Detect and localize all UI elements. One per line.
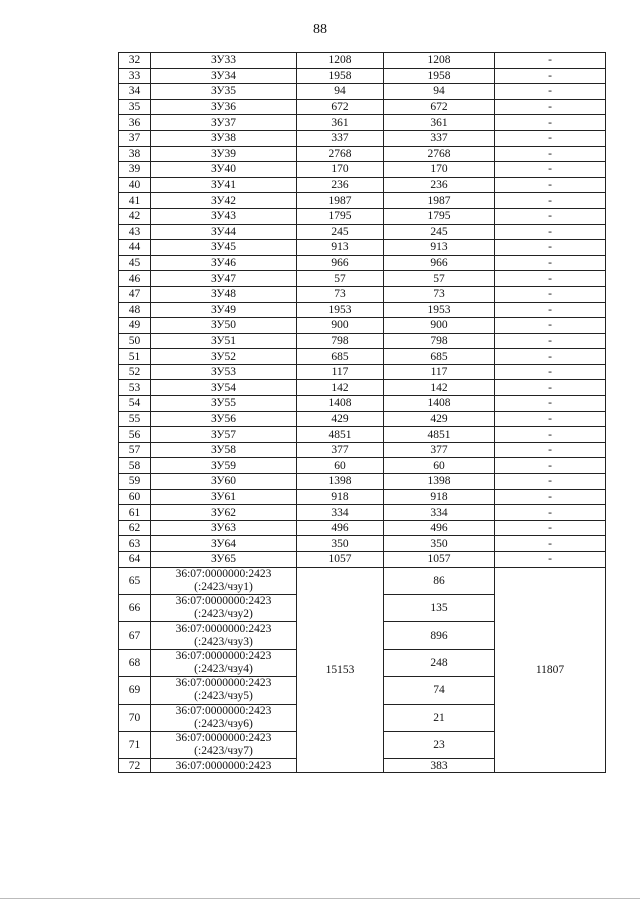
plot-id-cell: ЗУ41 — [151, 177, 297, 193]
plot-id-cell: ЗУ61 — [151, 489, 297, 505]
extra-cell: - — [495, 115, 606, 131]
row-number-cell: 58 — [119, 458, 151, 474]
table-row — [119, 302, 606, 318]
row-number-cell: 52 — [119, 364, 151, 380]
area-part-cell: 170 — [384, 162, 495, 178]
plot-id-cell: ЗУ60 — [151, 474, 297, 490]
extra-cell: - — [495, 380, 606, 396]
plot-id-cell: ЗУ33 — [151, 53, 297, 69]
row-number-cell: 59 — [119, 474, 151, 490]
extra-cell: - — [495, 427, 606, 443]
area-cell: 429 — [297, 411, 384, 427]
table-row — [119, 162, 606, 178]
row-number-cell: 62 — [119, 520, 151, 536]
plot-id-cell: ЗУ58 — [151, 442, 297, 458]
row-number-cell: 32 — [119, 53, 151, 69]
area-cell: 57 — [297, 271, 384, 287]
area-cell: 334 — [297, 505, 384, 521]
area-part-cell: 245 — [384, 224, 495, 240]
total-extra-cell: 11807 — [495, 567, 606, 773]
extra-cell: - — [495, 130, 606, 146]
table-row — [119, 458, 606, 474]
plot-id-cell: ЗУ45 — [151, 240, 297, 256]
row-number-cell: 53 — [119, 380, 151, 396]
row-number-cell: 63 — [119, 536, 151, 552]
plot-id-cell: ЗУ63 — [151, 520, 297, 536]
plot-id-line: 36:07:0000000:2423 — [175, 677, 272, 690]
extra-cell: - — [495, 489, 606, 505]
table-row — [119, 68, 606, 84]
plot-id-cell: ЗУ62 — [151, 505, 297, 521]
area-part-cell: 337 — [384, 130, 495, 146]
table-row — [119, 442, 606, 458]
plot-id-cell: ЗУ39 — [151, 146, 297, 162]
area-cell: 1953 — [297, 302, 384, 318]
table-body — [119, 53, 606, 773]
row-number-cell: 45 — [119, 255, 151, 271]
area-part-cell: 429 — [384, 411, 495, 427]
page-number: 88 — [313, 22, 327, 37]
plot-id-line: 36:07:0000000:2423 — [175, 704, 272, 717]
extra-cell: - — [495, 536, 606, 552]
area-cell: 672 — [297, 99, 384, 115]
table-row — [119, 489, 606, 505]
table-row — [119, 333, 606, 349]
plot-id-line: 36:07:0000000:2423 — [175, 567, 272, 580]
table-row — [119, 224, 606, 240]
area-cell: 377 — [297, 442, 384, 458]
plot-id-cell: 36:07:0000000:2423 — [151, 759, 297, 773]
table-row — [119, 536, 606, 552]
extra-cell: - — [495, 162, 606, 178]
plot-id-line: 36:07:0000000:2423 — [175, 649, 272, 662]
table-row — [119, 364, 606, 380]
plot-id-cell: ЗУ34 — [151, 68, 297, 84]
table-row — [119, 208, 606, 224]
extra-cell: - — [495, 364, 606, 380]
plot-id-subline: (:2423/чзу6) — [194, 717, 253, 730]
extra-cell: - — [495, 505, 606, 521]
area-part-cell: 1208 — [384, 53, 495, 69]
plot-id-cell: ЗУ43 — [151, 208, 297, 224]
table-row — [119, 505, 606, 521]
plot-id-subline: (:2423/чзу4) — [194, 662, 253, 675]
area-part-cell: 496 — [384, 520, 495, 536]
area-cell: 4851 — [297, 427, 384, 443]
area-cell: 60 — [297, 458, 384, 474]
area-part-cell: 2768 — [384, 146, 495, 162]
table-row — [119, 427, 606, 443]
plot-id-cell — [151, 594, 297, 621]
plot-id-cell: ЗУ47 — [151, 271, 297, 287]
extra-cell: - — [495, 146, 606, 162]
table-row — [119, 567, 606, 594]
plot-id-cell: ЗУ42 — [151, 193, 297, 209]
extra-cell: - — [495, 84, 606, 100]
area-cell: 900 — [297, 318, 384, 334]
area-part-cell: 918 — [384, 489, 495, 505]
area-cell: 361 — [297, 115, 384, 131]
plot-id-cell: ЗУ50 — [151, 318, 297, 334]
area-part-cell: 377 — [384, 442, 495, 458]
area-part-cell: 73 — [384, 286, 495, 302]
area-part-cell: 900 — [384, 318, 495, 334]
land-plots-table — [118, 52, 606, 773]
table-row — [119, 411, 606, 427]
plot-id-cell — [151, 567, 297, 594]
row-number-cell: 50 — [119, 333, 151, 349]
area-cell: 142 — [297, 380, 384, 396]
area-cell: 966 — [297, 255, 384, 271]
area-cell: 1958 — [297, 68, 384, 84]
area-cell: 350 — [297, 536, 384, 552]
area-part-cell: 685 — [384, 349, 495, 365]
plot-id-cell: ЗУ64 — [151, 536, 297, 552]
area-part-cell: 334 — [384, 505, 495, 521]
total-area-cell: 15153 — [297, 567, 384, 773]
table-row — [119, 396, 606, 412]
area-cell: 170 — [297, 162, 384, 178]
area-part-cell: 383 — [384, 759, 495, 773]
row-number-cell: 60 — [119, 489, 151, 505]
area-part-cell: 1987 — [384, 193, 495, 209]
plot-id-subline: (:2423/чзу5) — [194, 690, 253, 703]
row-number-cell: 41 — [119, 193, 151, 209]
row-number-cell: 33 — [119, 68, 151, 84]
plot-id-line: 36:07:0000000:2423 — [175, 595, 272, 608]
plot-id-cell — [151, 649, 297, 676]
area-part-cell: 1953 — [384, 302, 495, 318]
row-number-cell: 69 — [119, 677, 151, 704]
plot-id-cell: ЗУ36 — [151, 99, 297, 115]
plot-id-cell: ЗУ37 — [151, 115, 297, 131]
extra-cell: - — [495, 349, 606, 365]
row-number-cell: 35 — [119, 99, 151, 115]
area-part-cell: 1408 — [384, 396, 495, 412]
row-number-cell: 64 — [119, 552, 151, 568]
extra-cell: - — [495, 286, 606, 302]
table-row — [119, 520, 606, 536]
area-cell: 1408 — [297, 396, 384, 412]
area-cell: 1795 — [297, 208, 384, 224]
plot-id-cell: ЗУ46 — [151, 255, 297, 271]
row-number-cell: 38 — [119, 146, 151, 162]
plot-id-cell: ЗУ40 — [151, 162, 297, 178]
table-row — [119, 318, 606, 334]
area-part-cell: 672 — [384, 99, 495, 115]
row-number-cell: 54 — [119, 396, 151, 412]
row-number-cell: 66 — [119, 594, 151, 621]
row-number-cell: 65 — [119, 567, 151, 594]
extra-cell: - — [495, 552, 606, 568]
area-cell: 2768 — [297, 146, 384, 162]
area-part-cell: 21 — [384, 704, 495, 731]
row-number-cell: 37 — [119, 130, 151, 146]
extra-cell: - — [495, 333, 606, 349]
table-row — [119, 240, 606, 256]
table-row — [119, 255, 606, 271]
area-part-cell: 248 — [384, 649, 495, 676]
row-number-cell: 47 — [119, 286, 151, 302]
area-cell: 236 — [297, 177, 384, 193]
extra-cell: - — [495, 255, 606, 271]
row-number-cell: 67 — [119, 622, 151, 649]
extra-cell: - — [495, 474, 606, 490]
table-row — [119, 84, 606, 100]
row-number-cell: 40 — [119, 177, 151, 193]
area-part-cell: 4851 — [384, 427, 495, 443]
table-row — [119, 53, 606, 69]
extra-cell: - — [495, 193, 606, 209]
table-row — [119, 146, 606, 162]
area-part-cell: 350 — [384, 536, 495, 552]
area-cell: 73 — [297, 286, 384, 302]
row-number-cell: 55 — [119, 411, 151, 427]
plot-id-subline: (:2423/чзу1) — [194, 580, 253, 593]
extra-cell: - — [495, 240, 606, 256]
area-cell: 1398 — [297, 474, 384, 490]
plot-id-line: 36:07:0000000:2423 — [175, 622, 272, 635]
extra-cell: - — [495, 318, 606, 334]
row-number-cell: 56 — [119, 427, 151, 443]
plot-id-cell: ЗУ48 — [151, 286, 297, 302]
row-number-cell: 68 — [119, 649, 151, 676]
area-part-cell: 1795 — [384, 208, 495, 224]
plot-id-cell — [151, 731, 297, 758]
area-cell: 685 — [297, 349, 384, 365]
area-cell: 1057 — [297, 552, 384, 568]
plot-id-cell: ЗУ55 — [151, 396, 297, 412]
plot-id-cell: ЗУ65 — [151, 552, 297, 568]
area-cell: 337 — [297, 130, 384, 146]
row-number-cell: 49 — [119, 318, 151, 334]
plot-id-subline: (:2423/чзу2) — [194, 608, 253, 621]
area-part-cell: 23 — [384, 731, 495, 758]
plot-id-cell: ЗУ59 — [151, 458, 297, 474]
table-row — [119, 130, 606, 146]
extra-cell: - — [495, 411, 606, 427]
table-row — [119, 286, 606, 302]
table-row — [119, 271, 606, 287]
plot-id-cell — [151, 622, 297, 649]
area-part-cell: 1398 — [384, 474, 495, 490]
area-cell: 117 — [297, 364, 384, 380]
area-part-cell: 142 — [384, 380, 495, 396]
plot-id-line: 36:07:0000000:2423 — [175, 732, 272, 745]
row-number-cell: 57 — [119, 442, 151, 458]
table-row — [119, 474, 606, 490]
plot-id-cell — [151, 677, 297, 704]
extra-cell: - — [495, 208, 606, 224]
area-cell: 94 — [297, 84, 384, 100]
table-row — [119, 380, 606, 396]
row-number-cell: 51 — [119, 349, 151, 365]
area-part-cell: 361 — [384, 115, 495, 131]
area-part-cell: 236 — [384, 177, 495, 193]
row-number-cell: 36 — [119, 115, 151, 131]
page-bottom-rule — [0, 898, 640, 899]
plot-id-cell: ЗУ54 — [151, 380, 297, 396]
extra-cell: - — [495, 177, 606, 193]
row-number-cell: 46 — [119, 271, 151, 287]
extra-cell: - — [495, 458, 606, 474]
extra-cell: - — [495, 520, 606, 536]
table-row — [119, 552, 606, 568]
row-number-cell: 72 — [119, 759, 151, 773]
plot-id-cell: ЗУ38 — [151, 130, 297, 146]
plot-id-cell: ЗУ51 — [151, 333, 297, 349]
extra-cell: - — [495, 224, 606, 240]
plot-id-cell — [151, 704, 297, 731]
plot-id-subline: (:2423/чзу7) — [194, 745, 253, 758]
row-number-cell: 34 — [119, 84, 151, 100]
extra-cell: - — [495, 68, 606, 84]
plot-id-cell: ЗУ53 — [151, 364, 297, 380]
plot-id-cell: ЗУ35 — [151, 84, 297, 100]
area-cell: 913 — [297, 240, 384, 256]
extra-cell: - — [495, 396, 606, 412]
table-row — [119, 99, 606, 115]
area-part-cell: 1057 — [384, 552, 495, 568]
area-part-cell: 966 — [384, 255, 495, 271]
area-cell: 496 — [297, 520, 384, 536]
area-cell: 245 — [297, 224, 384, 240]
plot-id-subline: (:2423/чзу3) — [194, 635, 253, 648]
area-part-cell: 74 — [384, 677, 495, 704]
area-part-cell: 896 — [384, 622, 495, 649]
area-part-cell: 57 — [384, 271, 495, 287]
row-number-cell: 43 — [119, 224, 151, 240]
extra-cell: - — [495, 53, 606, 69]
row-number-cell: 42 — [119, 208, 151, 224]
area-part-cell: 94 — [384, 84, 495, 100]
area-part-cell: 86 — [384, 567, 495, 594]
plot-id-cell: ЗУ52 — [151, 349, 297, 365]
area-part-cell: 913 — [384, 240, 495, 256]
row-number-cell: 39 — [119, 162, 151, 178]
row-number-cell: 61 — [119, 505, 151, 521]
area-cell: 1208 — [297, 53, 384, 69]
extra-cell: - — [495, 442, 606, 458]
area-cell: 798 — [297, 333, 384, 349]
table-row — [119, 177, 606, 193]
extra-cell: - — [495, 271, 606, 287]
plot-id-cell: ЗУ56 — [151, 411, 297, 427]
area-cell: 1987 — [297, 193, 384, 209]
row-number-cell: 70 — [119, 704, 151, 731]
table-row — [119, 115, 606, 131]
plot-id-cell: ЗУ44 — [151, 224, 297, 240]
area-part-cell: 60 — [384, 458, 495, 474]
row-number-cell: 71 — [119, 731, 151, 758]
table-row — [119, 193, 606, 209]
row-number-cell: 44 — [119, 240, 151, 256]
plot-id-cell: ЗУ49 — [151, 302, 297, 318]
area-cell: 918 — [297, 489, 384, 505]
area-part-cell: 1958 — [384, 68, 495, 84]
area-part-cell: 798 — [384, 333, 495, 349]
extra-cell: - — [495, 302, 606, 318]
extra-cell: - — [495, 99, 606, 115]
area-part-cell: 135 — [384, 594, 495, 621]
plot-id-cell: ЗУ57 — [151, 427, 297, 443]
row-number-cell: 48 — [119, 302, 151, 318]
table-row — [119, 349, 606, 365]
area-part-cell: 117 — [384, 364, 495, 380]
